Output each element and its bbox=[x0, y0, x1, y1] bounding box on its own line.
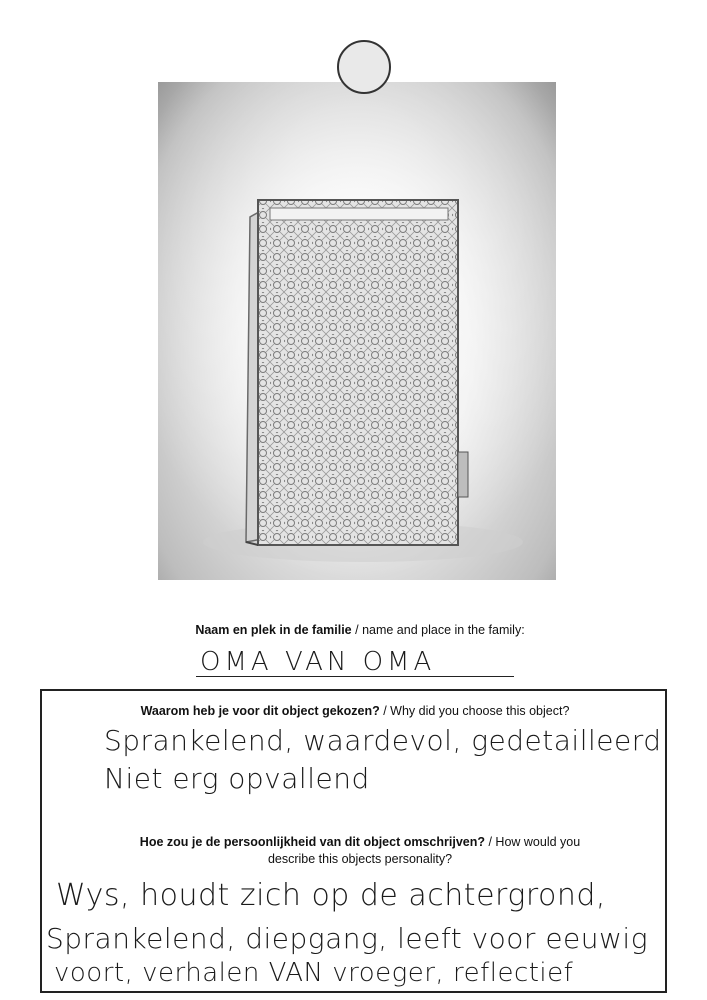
question-nl: Waarom heb je voor dit object gekozen? bbox=[140, 704, 380, 718]
question-en: / name and place in the family: bbox=[355, 623, 525, 637]
question-en: / Why did you choose this object? bbox=[383, 704, 570, 718]
question-personality bbox=[70, 834, 650, 868]
answer-personality-line-1: Wys, houdt zich op de achtergrond, bbox=[56, 878, 606, 913]
answer-personality-line-2: Sprankelend, diepgang, leeft voor eeuwig bbox=[46, 922, 648, 955]
question-name-place bbox=[100, 622, 620, 639]
answer-underline bbox=[196, 676, 514, 677]
punch-hole bbox=[337, 40, 391, 94]
question-en: / How would you bbox=[488, 835, 581, 849]
question-why bbox=[60, 703, 650, 720]
answer-personality-line-3: voort, verhalen VAN vroeger, reflectief bbox=[54, 958, 574, 988]
answer-name-place: OMA VAN OMA bbox=[200, 647, 436, 677]
answer-why-line-2: Niet erg opvallend bbox=[104, 762, 370, 795]
answer-why-line-1: Sprankelend, waardevol, gedetailleerd bbox=[104, 724, 662, 757]
question-nl: Hoe zou je de persoonlijkheid van dit object omschrijven? bbox=[139, 835, 485, 849]
book-object bbox=[246, 200, 468, 545]
object-photo bbox=[158, 82, 556, 580]
question-nl: Naam en plek in de familie bbox=[195, 623, 352, 637]
question-en-2: describe this objects personality? bbox=[267, 852, 453, 866]
